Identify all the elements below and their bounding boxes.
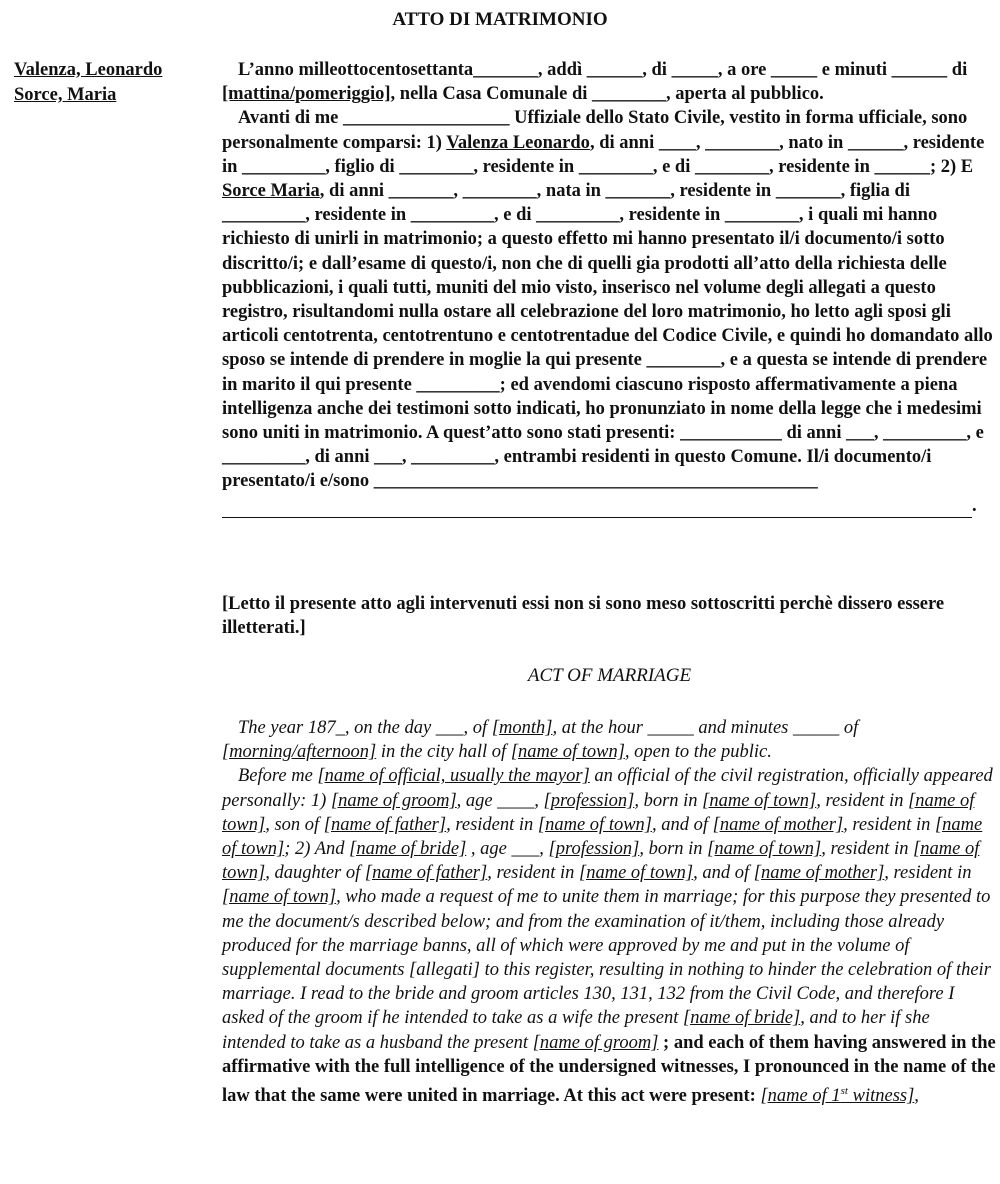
groom-name: Valenza, Leonardo: [14, 60, 163, 80]
names-margin: [14, 58, 162, 108]
italian-paragraph-1: L’anno milleottocentosettanta_______, addì ______, di _____, a ore _____ e minuti ______ di [mattina/pomeriggio], nella Casa Comunale di ________, aperta al pubblico.: [222, 60, 968, 105]
english-paragraph-2: Before me [name of official, usually the mayor] an official of the civil registration, officially appeared personally: 1) [name of groom], age ____, [profession], born in [name of town], resident in [name of town], son of [name of father], resident in [name of town], and of [name of mother], resident in [name of town]; 2) And [name of bride] , age ___, [profession], born in [name of town], resident in [name of town], daughter of [name of father], resident in [name of town], and of [name of mother], resident in [name of town], who made a request of me to unite them in marriage; for this purpose they presented to me the document/s described below; and from the examination of it/them, including those already produced for the marriage banns, all of which were approved by me and put in the volume of supplemental documents [allegati] to this register, resulting in nothing to hinder the celebration of their marriage. I read to the bride and groom articles 130, 131, 132 from the Civil Code, and therefore I asked of the groom if he intended to take as a wife the present [name of bride], and to her if she intended to take as a husband the present [name of groom] ; and each of them having answered in the affirmative with the full intelligence of the undersigned witnesses, I pronounced in the name of the law that the same were united in marriage. At this act were present: [name of 1st witness],: [222, 766, 996, 1107]
english-text: [222, 716, 997, 1108]
english-paragraph-1: The year 187_, on the day ___, of [month], at the hour _____ and minutes _____ of [morning/afternoon] in the city hall of [name of town], open to the public.: [222, 718, 859, 763]
blank-line: .: [222, 494, 997, 518]
english-title: ACT OF MARRIAGE: [527, 665, 692, 686]
italian-paragraph-2: Avanti di me __________________ Uffiziale dello Stato Civile, vestito in forma ufficiale, sono personalmente comparsi: 1) Valenza Leonardo, di anni ____, ________, nato in ______, residente in _________, figlio di ________, residente in ________, e di ________, residente in ______; 2) E Sorce Maria, di anni _______, ________, nata in _______, residente in _______, figlia di _________, residente in _________, e di _________, residente in ________, i quali mi hanno richiesto di unirli in matrimonio; a questo effetto mi hanno presentato il/i documento/i sotto discritto/i; e dall’esame di questo/i, non che di quelli gia prodotti all’atto della richiesta delle pubblicazioni, i quali tutti, muniti del mio visto, inserisco nel volume degli allegati a questo registro, risultandomi nulla ostare all celebrazione del loro matrimonio, ho letto agli sposi gli articoli centotrenta, centotrentuno e centotrentadue del Codice Civile, e quindi ho domandato allo sposo se intende di prendere in moglie la qui presente ________, e a questa se intende di prendere in marito il qui presente _________; ed avendomi ciascuno risposto affermativamente a piena intelligenza anche dei testimoni sotto indicati, ho pronunziato in nome della legge che i medesimi sono uniti in matrimonio. A quest’atto sono stati presenti: ___________ di anni ___, _________, e _________, di anni ___, _________, entrambi residenti in questo Comune. Il/i documento/i presentato/i e/sono ________________________________________________: [222, 108, 993, 492]
illiterate-note: [Letto il presente atto agli intervenuti essi non si sono meso sottoscritti perchè dissero essere illetterati.]: [222, 594, 945, 638]
italian-text: [222, 58, 997, 518]
bride-name: Sorce, Maria: [14, 85, 117, 105]
document-title: ATTO DI MATRIMONIO: [392, 9, 608, 30]
